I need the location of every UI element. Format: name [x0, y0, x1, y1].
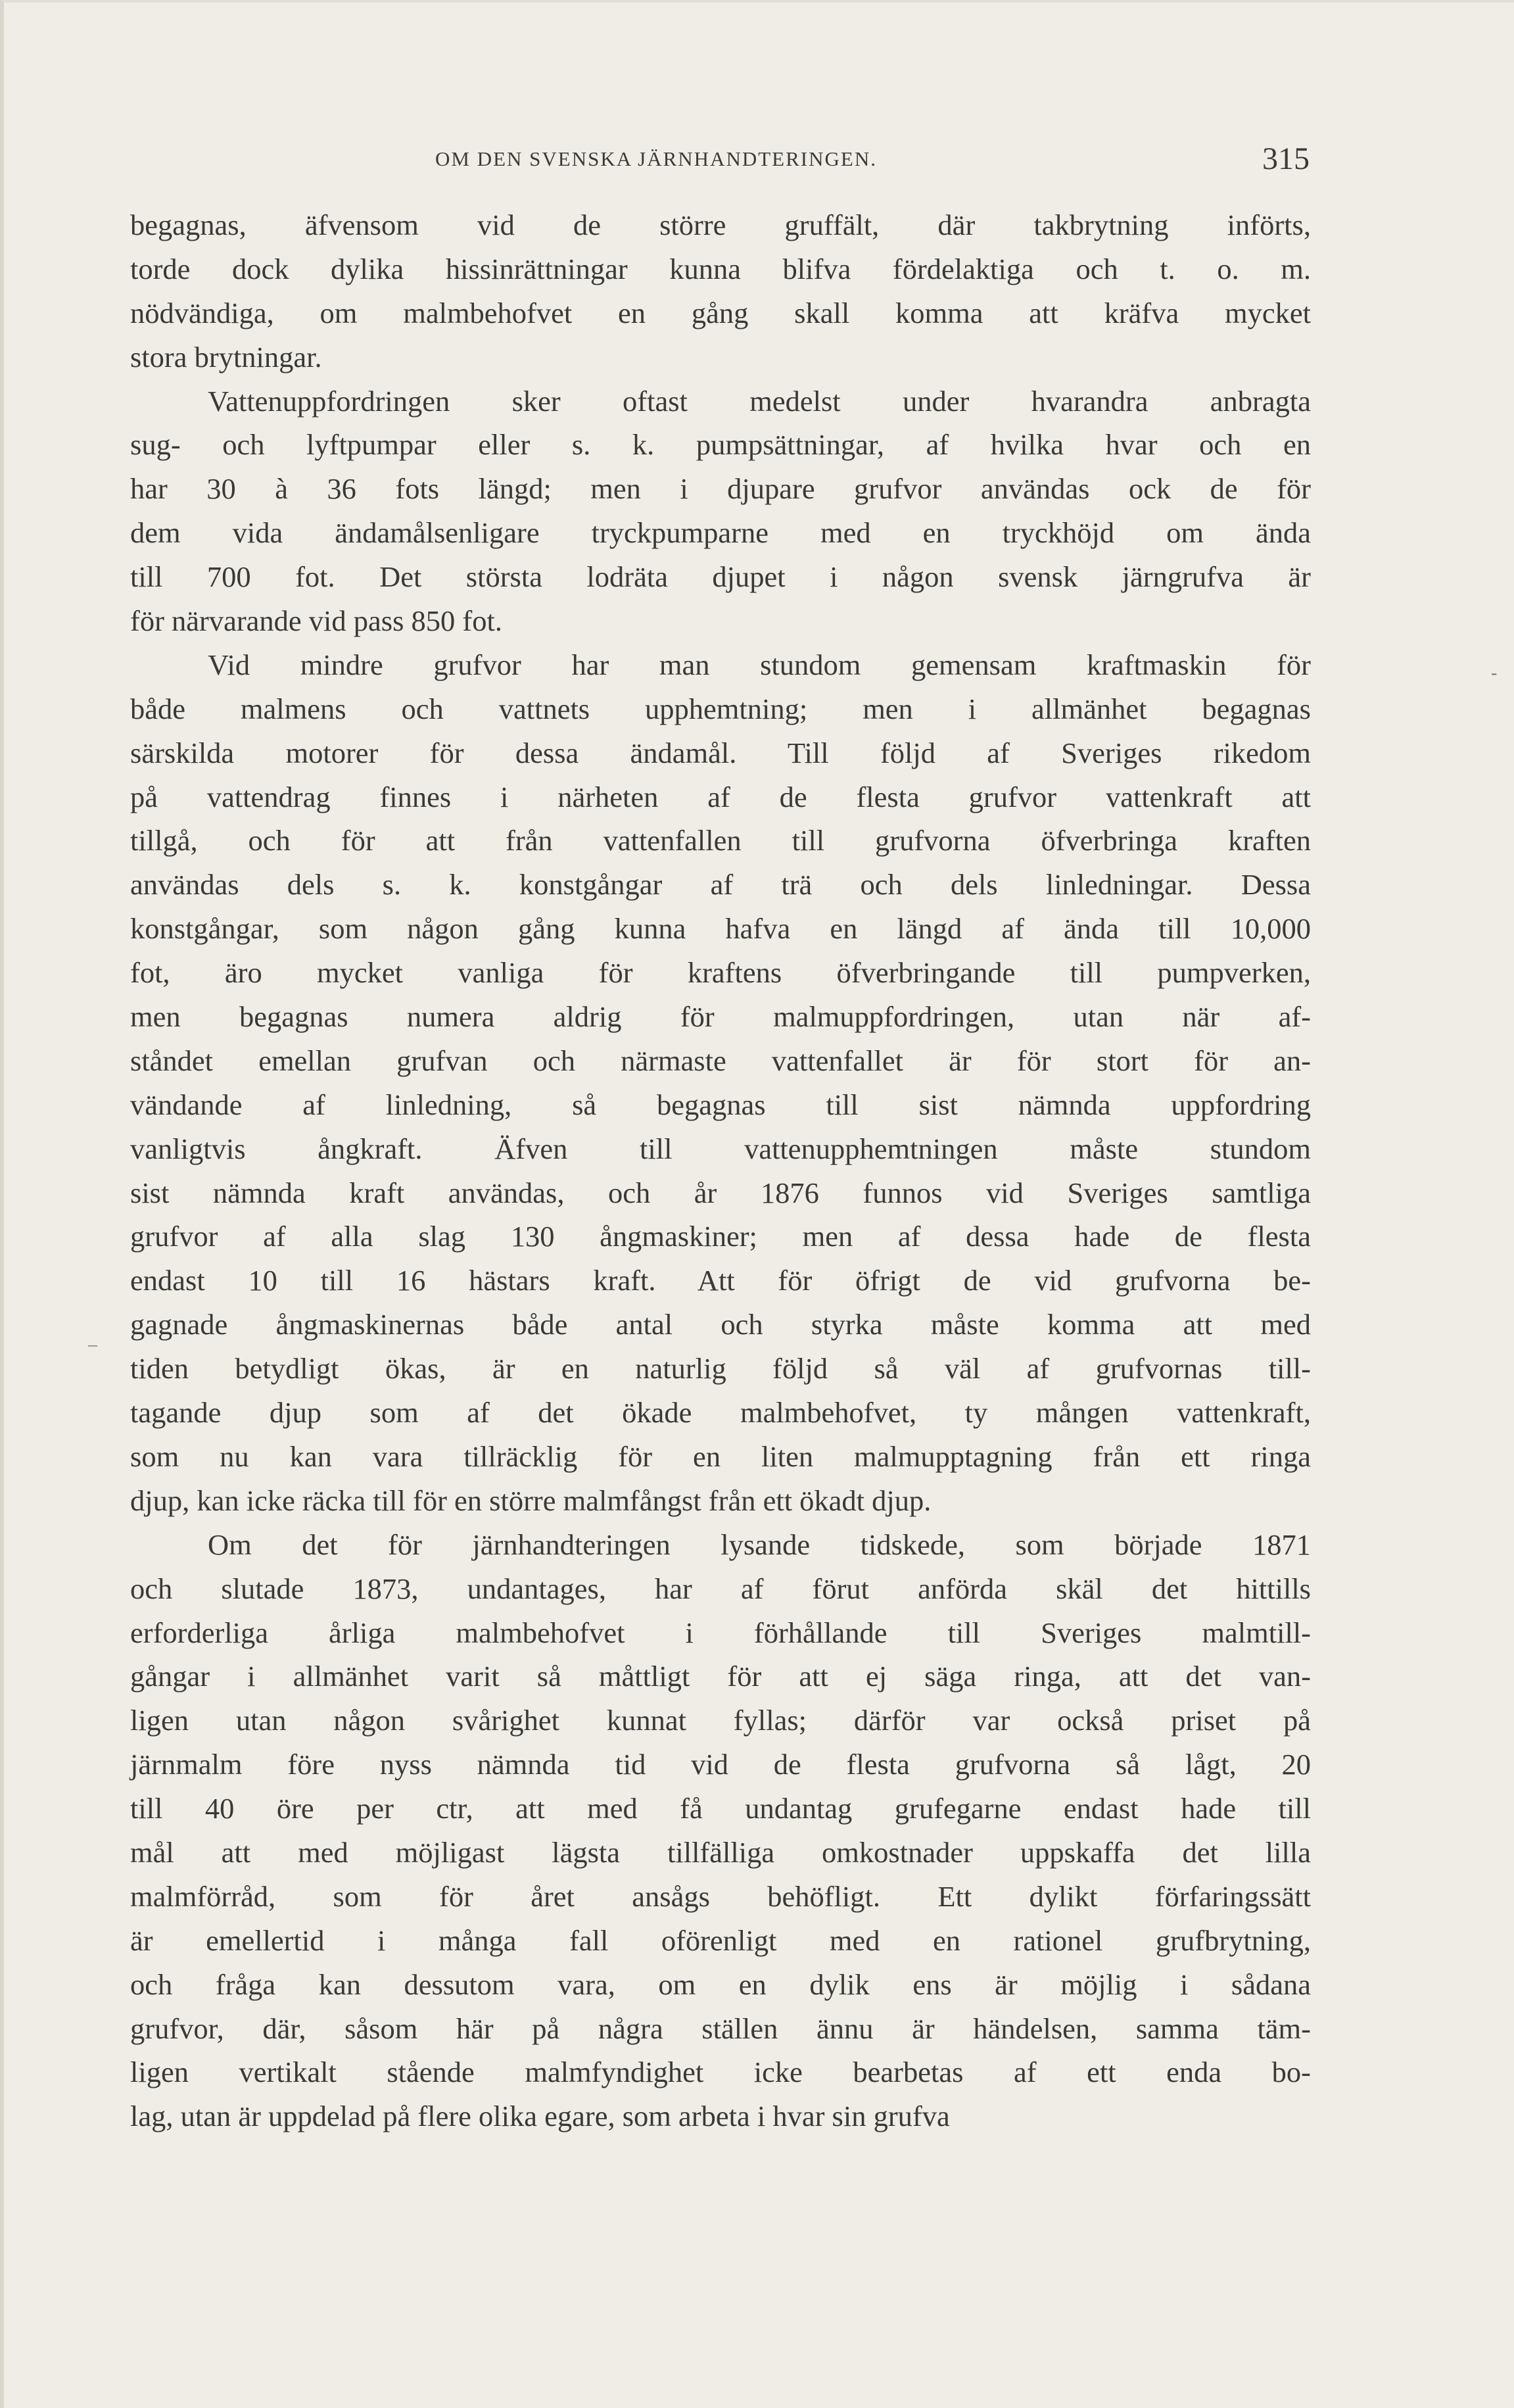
text-line: och slutade 1873, undantages, har af förut anförda skäl det hittills: [130, 1572, 1311, 1605]
text-line: endast 10 till 16 hästars kraft. Att för öfrigt de vid grufvorna be-: [130, 1264, 1311, 1297]
text-line: har 30 à 36 fots längd; men i djupare grufvor användas ock de för: [130, 472, 1311, 506]
text-line: Om det för järnhandteringen lysande tidskede, som började 1871: [208, 1528, 1311, 1561]
text-line: användas dels s. k. konstgångar af trä och dels linledningar. Dessa: [130, 868, 1311, 902]
margin-mark: _: [88, 1328, 97, 1349]
margin-mark: -: [1491, 663, 1498, 683]
text-line: vanligtvis ångkraft. Äfven till vattenupphemtningen måste stundom: [130, 1132, 1311, 1165]
text-line: och fråga kan dessutom vara, om en dylik ens är möjlig i sådana: [130, 1967, 1311, 2001]
text-line: malmförråd, som för året ansågs behöfligt. Ett dylikt förfaringssätt: [130, 1879, 1311, 1913]
text-line: fot, äro mycket vanliga för kraftens öfverbringande till pumpverken,: [130, 956, 1311, 990]
text-line: särskilda motorer för dessa ändamål. Till följd af Sveriges rikedom: [130, 736, 1311, 769]
text-line: grufvor af alla slag 130 ångmaskiner; men af dessa hade de flesta: [130, 1220, 1311, 1253]
body-text: [130, 203, 1311, 2138]
running-title: OM DEN SVENSKA JÄRNHANDTERINGEN.: [435, 147, 877, 170]
text-line: ligen utan någon svårighet kunnat fyllas; därför var också priset på: [130, 1704, 1311, 1737]
text-line: både malmens och vattnets upphemtning; men i allmänhet begagnas: [130, 692, 1311, 725]
text-line: grufvor, där, såsom här på några ställen ännu är händelsen, samma täm-: [130, 2011, 1311, 2045]
text-line: men begagnas numera aldrig för malmuppfordringen, utan när af-: [130, 1000, 1311, 1034]
text-line: som nu kan vara tillräcklig för en liten malmupptagning från ett ringa: [130, 1439, 1311, 1473]
text-line: Vid mindre grufvor har man stundom gemensam kraftmaskin för: [208, 648, 1311, 681]
text-line: erforderliga årliga malmbehofvet i förhållande till Sveriges malmtill-: [130, 1616, 1311, 1649]
text-line: torde dock dylika hissinrättningar kunna blifva fördelaktiga och t. o. m.: [130, 252, 1311, 285]
text-line: tiden betydligt ökas, är en naturlig följd så väl af grufvornas till-: [130, 1352, 1311, 1385]
text-line: för närvarande vid pass 850 fot.: [130, 604, 502, 638]
text-line: gagnade ångmaskinernas både antal och styrka måste komma att med: [130, 1308, 1311, 1341]
text-line: gångar i allmänhet varit så måttligt för att ej säga ringa, att det van-: [130, 1660, 1311, 1693]
text-line: tagande djup som af det ökade malmbehofvet, ty mången vattenkraft,: [130, 1396, 1311, 1430]
text-line: vändande af linledning, så begagnas till sist nämnda uppfordring: [130, 1088, 1311, 1121]
text-line: stora brytningar.: [130, 340, 322, 373]
text-line: tillgå, och för att från vattenfallen till grufvorna öfverbringa kraften: [130, 824, 1311, 857]
text-line: på vattendrag finnes i närheten af de flesta grufvor vattenkraft att: [130, 780, 1311, 813]
text-line: till 40 öre per ctr, att med få undantag grufegarne endast hade till: [130, 1792, 1311, 1825]
text-line: konstgångar, som någon gång kunna hafva en längd af ända till 10,000: [130, 912, 1311, 946]
text-line: sug- och lyftpumpar eller s. k. pumpsättningar, af hvilka hvar och en: [130, 428, 1311, 462]
page-number: 315: [1262, 141, 1310, 176]
text-line: järnmalm före nyss nämnda tid vid de flesta grufvorna så lågt, 20: [130, 1748, 1311, 1781]
text-line: djup, kan icke räcka till för en större malmfångst från ett ökadt djup.: [130, 1483, 932, 1517]
text-line: Vattenuppfordringen sker oftast medelst under hvarandra anbragta: [208, 384, 1311, 418]
text-line: ligen vertikalt stående malmfyndighet icke bearbetas af ett enda bo-: [130, 2056, 1311, 2089]
text-line: begagnas, äfvensom vid de större gruffält, där takbrytning införts,: [130, 208, 1311, 241]
text-line: är emellertid i många fall oförenligt med en rationel grufbrytning,: [130, 1923, 1311, 1957]
text-line: mål att med möjligast lägsta tillfälliga omkostnader uppskaffa det lilla: [130, 1835, 1311, 1869]
text-line: ståndet emellan grufvan och närmaste vattenfallet är för stort för an-: [130, 1044, 1311, 1077]
text-line: lag, utan är uppdelad på flere olika egare, som arbeta i hvar sin grufva: [130, 2100, 950, 2133]
text-line: sist nämnda kraft användas, och år 1876 funnos vid Sveriges samtliga: [130, 1176, 1311, 1209]
text-line: till 700 fot. Det största lodräta djupet i någon svensk järngrufva är: [130, 560, 1311, 594]
running-head: [133, 138, 1310, 180]
text-line: dem vida ändamålsenligare tryckpumparne med en tryckhöjd om ända: [130, 516, 1311, 550]
text-line: nödvändiga, om malmbehofvet en gång skall komma att kräfva mycket: [130, 296, 1311, 329]
